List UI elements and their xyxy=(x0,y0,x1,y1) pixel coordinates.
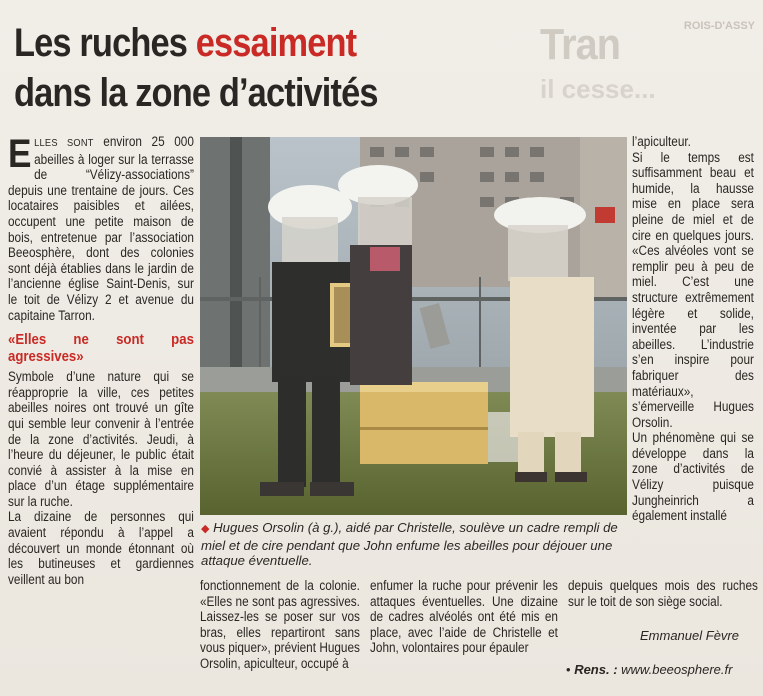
paragraph-col2: fonctionnement de la colonie. «Elles ne sont pas agressives. Laissez-les se poser sur vos bras, elles repartiront sans vous piquer», prévient Hugues Orsolin, apiculteur, occupé à xyxy=(200,578,360,671)
photo-caption xyxy=(201,520,625,569)
article-column-3 xyxy=(370,578,558,656)
caption-text: Hugues Orsolin (à g.), aidé par Christelle, soulève un cadre rempli de miel et de cire pendant que John enfume les abeilles pour déjouer une attaque éventuelle. xyxy=(201,520,618,568)
photo-illustration xyxy=(200,137,627,515)
headline-line2: dans la zone d’activités xyxy=(14,71,378,115)
ghost-header-line2: il cesse... xyxy=(540,74,656,104)
paragraph-3: La dizaine de personnes qui avaient répondu à l’appel a découvert un monde étonnant où les butineuses et gardiennes veillent au bon xyxy=(8,509,194,587)
lead-text: environ 25 000 abeilles à loger sur la terrasse de “Vélizy-associations” depuis une trentaine de jours. Ces locataires paisibles et ailées, occupent une petite maison de bois, entretenue par l’association Beeosphère, dont des colonies sont déjà établies dans le jardin de l’ancienne église Saint-Denis, sur le toit de Vélizy 2 et avenue du capitaine Tarron. xyxy=(8,134,194,323)
bleed-through-header xyxy=(540,20,763,130)
ghost-header-top: ROIS-D'ASSY xyxy=(683,20,755,32)
info-url[interactable]: www.beeosphere.fr xyxy=(621,662,733,677)
headline-highlight: essaiment xyxy=(195,21,357,65)
lead-caps: LLES SONT xyxy=(34,137,94,149)
author-signature: Emmanuel Fèvre xyxy=(640,628,739,643)
article-column-1 xyxy=(8,134,194,587)
paragraph-col4-3: Un phénomène qui se développe dans la zone d’activités de Vélizy puisque Jungheinrich a également installé xyxy=(632,430,754,524)
info-line xyxy=(566,662,732,677)
subheading: «Elles ne sont pas agressives» xyxy=(8,331,194,366)
dropcap: E xyxy=(8,132,32,176)
article-column-4-continued xyxy=(568,578,758,609)
bullet-icon: • xyxy=(566,662,571,677)
paragraph-col4-2: Si le temps est suffisamment beau et humide, la hausse mise en place sera pleine de miel et de cire en quelques jours. «Ces alvéoles vont se remplir peu à peu de miel. C’est une structure extrêmement légère et solide, inventée par les abeilles. L’industrie s’en inspire pour fabriquer des matériaux», s’émerveille Hugues Orsolin. xyxy=(632,149,754,430)
headline xyxy=(14,18,461,118)
paragraph-col4-4: depuis quelques mois des ruches sur le toit de son siège social. xyxy=(568,578,758,609)
paragraph-col4-1: l’apiculteur. xyxy=(632,134,691,149)
ghost-header-line1: Tran xyxy=(540,20,621,69)
lead-paragraph xyxy=(8,134,194,323)
caption-diamond-icon: ◆ xyxy=(201,523,210,535)
beekeepers-photo xyxy=(200,137,627,515)
paragraph-2: Symbole d’une nature qui se réapproprie la ville, ces petites abeilles noires ont trouvé un gîte qui semble leur convenir à l’entrée de la zone d’activités. Jeudi, à l’heure du déjeuner, le public était convié à assister à la mise en place d’un étage supplémentaire sur la ruche. xyxy=(8,369,194,509)
article-column-2 xyxy=(200,578,360,672)
article-column-4 xyxy=(632,134,754,524)
paragraph-col3: enfumer la ruche pour prévenir les attaques éventuelles. Une dizaine de cadres alvéolés ont été mis en place, avec l’aide de Christelle et John, volontaires pour épauler xyxy=(370,578,558,656)
headline-part1: Les ruches xyxy=(14,21,196,65)
info-label: Rens. : xyxy=(574,662,618,677)
